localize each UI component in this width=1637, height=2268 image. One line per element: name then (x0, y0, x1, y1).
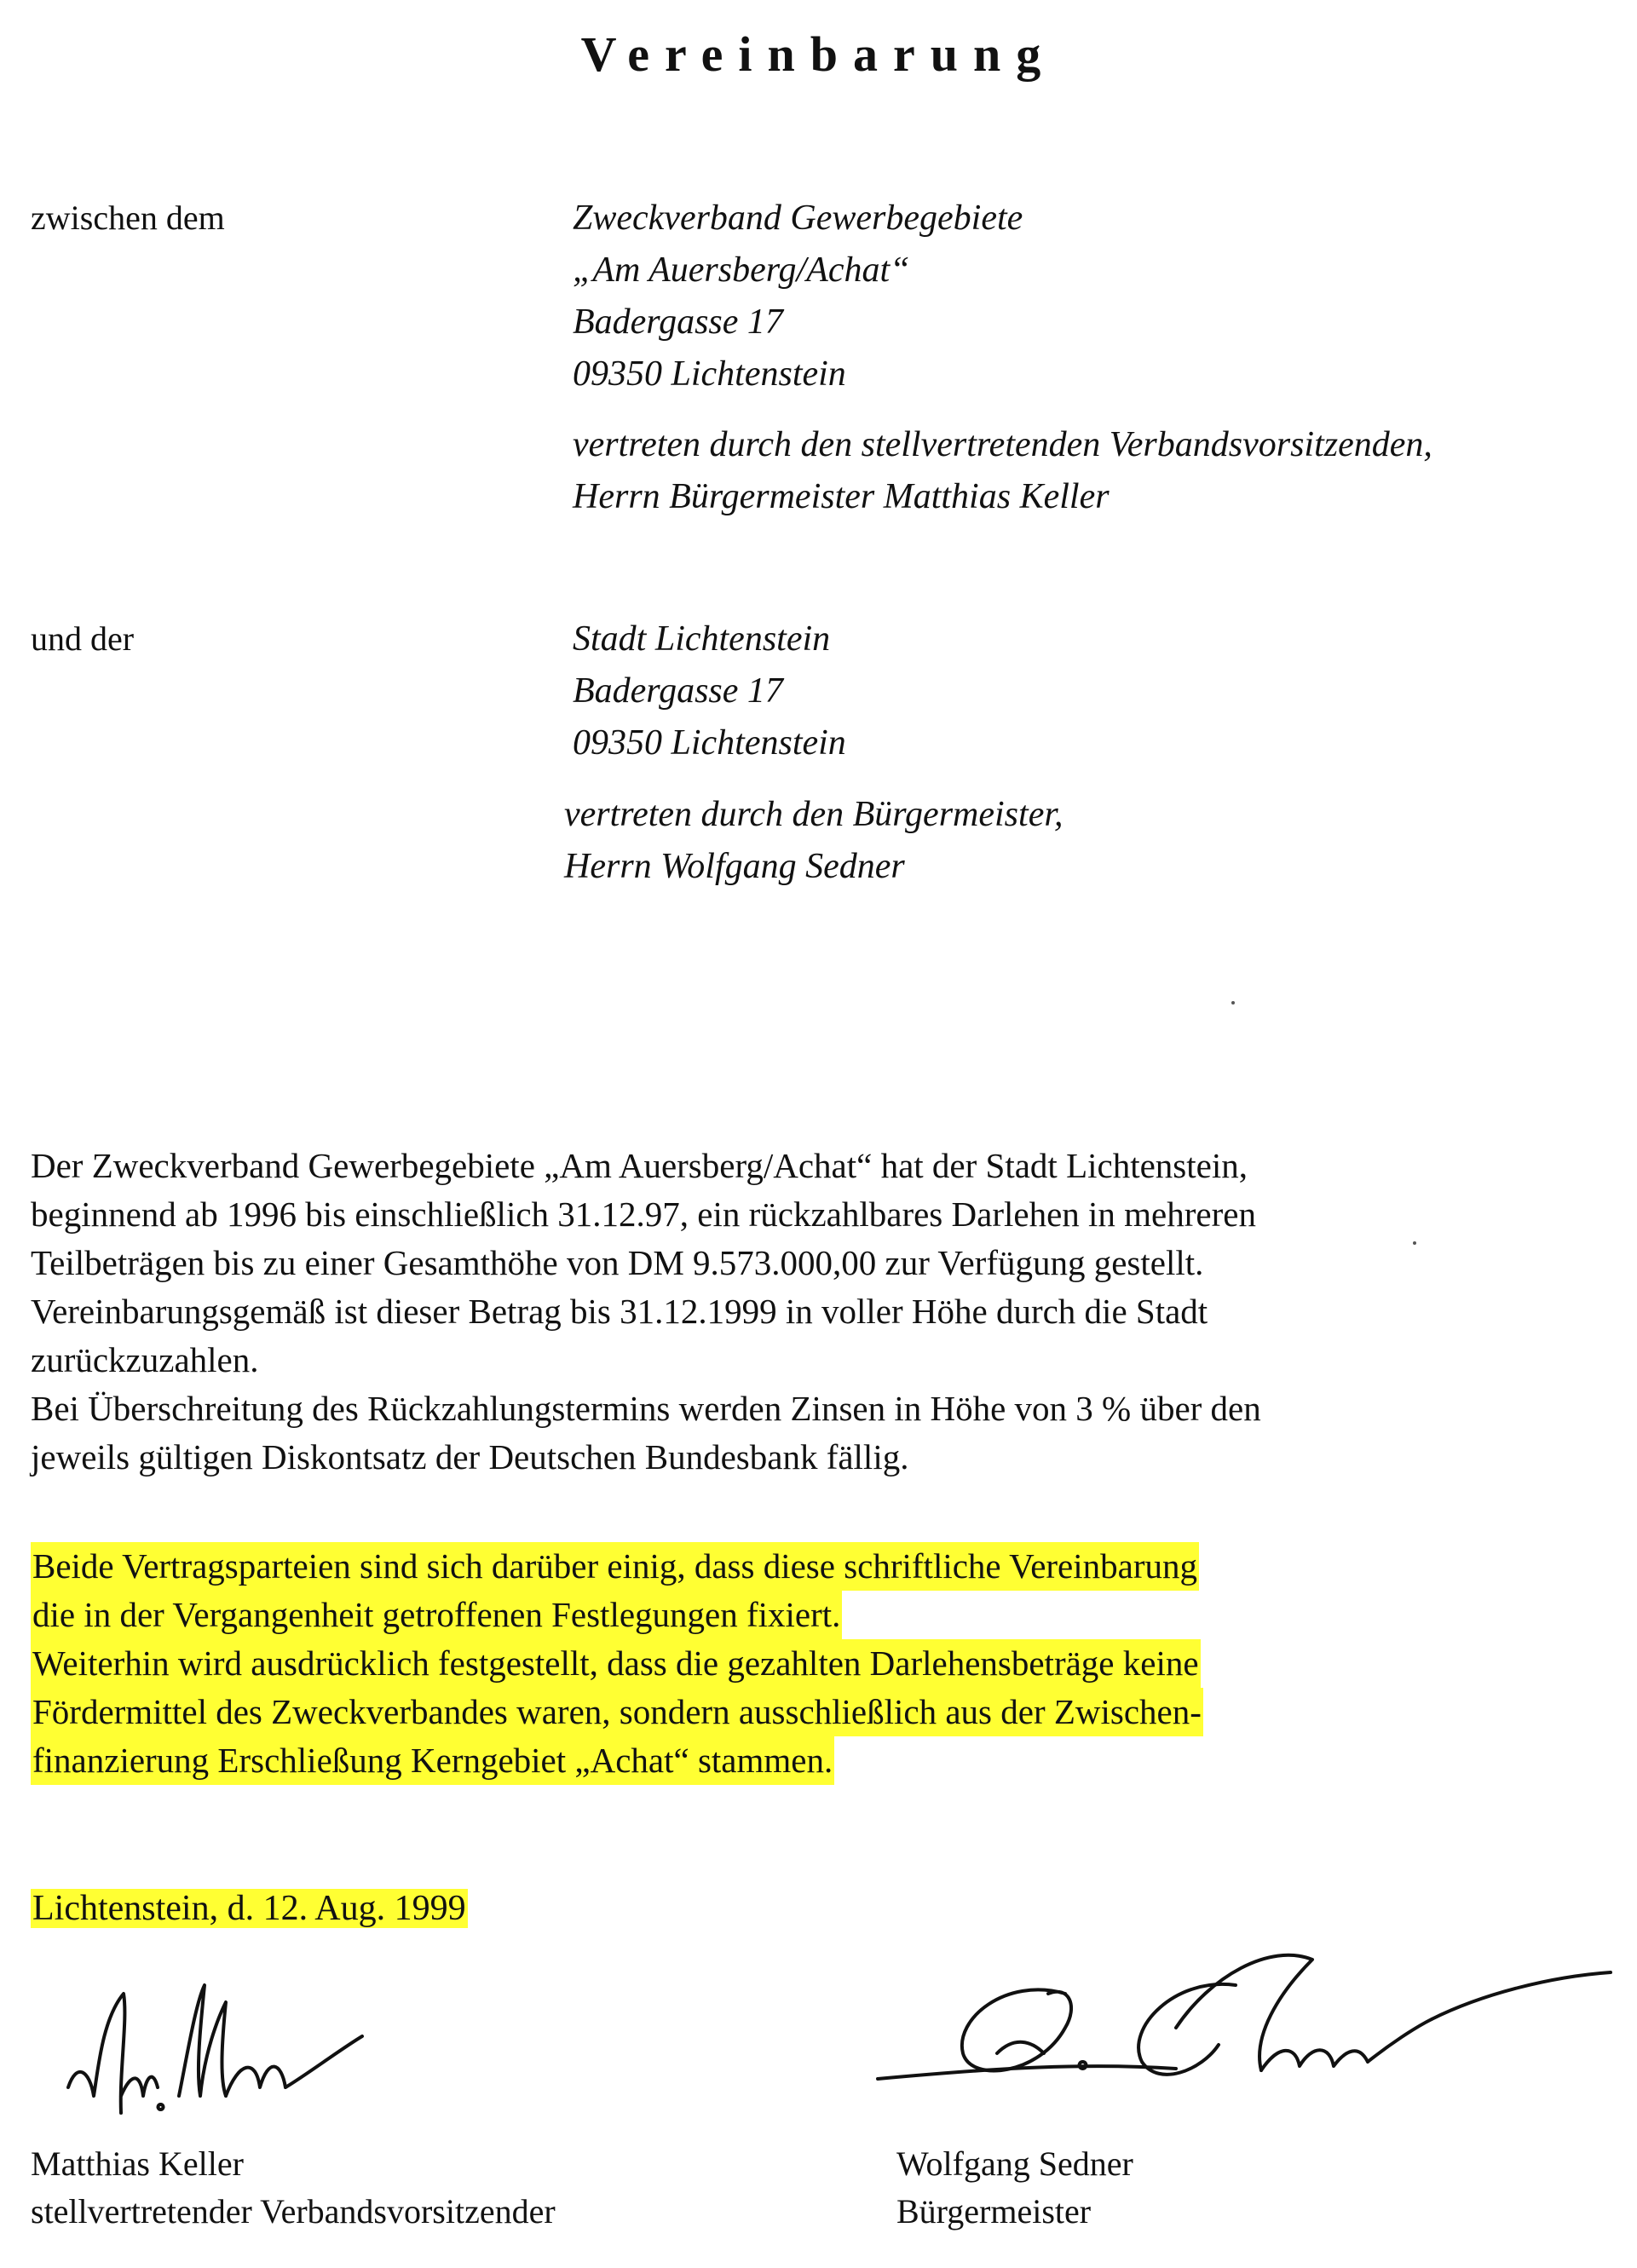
party2-rep-line: vertreten durch den Bürgermeister, (564, 795, 1063, 834)
signature-matthias-keller (51, 1968, 452, 2138)
signer2-role: Bürgermeister (896, 2192, 1092, 2231)
paragraph-line: Der Zweckverband Gewerbegebiete „Am Auersberg/Achat“ hat der Stadt Lichtenstein, (31, 1146, 1248, 1185)
signer2-block (896, 2140, 1133, 2236)
party2-name-line: 09350 Lichtenstein (573, 723, 846, 763)
signer2-name: Wolfgang Sedner (896, 2144, 1133, 2183)
paragraph-line: zurückzuzahlen. (31, 1340, 259, 1379)
signature-wolfgang-sedner (869, 1925, 1619, 2130)
paragraph-loan-terms (31, 1142, 1590, 1482)
party2-name-line: Badergasse 17 (573, 671, 783, 711)
highlighted-line: Fördermittel des Zweckverbandes waren, sondern ausschließlich aus der Zwischen- (31, 1688, 1203, 1736)
document-title: Vereinbarung (580, 26, 1057, 82)
party1-representative (573, 419, 1432, 523)
paragraph-line: Teilbeträgen bis zu einer Gesamthöhe von DM 9.573.000,00 zur Verfügung gestellt. (31, 1243, 1204, 1282)
signing-date (31, 1888, 468, 1929)
paragraph-line: Bei Überschreitung des Rückzahlungstermins werden Zinsen in Höhe von 3 % über den (31, 1389, 1261, 1428)
signer1-role: stellvertretender Verbandsvorsitzender (31, 2192, 556, 2231)
highlighted-line: Weiterhin wird ausdrücklich festgestellt, dass die gezahlten Darlehensbeträge keine (31, 1639, 1201, 1688)
party2-rep-line: Herrn Wolfgang Sedner (564, 847, 905, 886)
party1-name-line: Badergasse 17 (573, 302, 783, 342)
signer1-block (31, 2140, 556, 2236)
signer1-name: Matthias Keller (31, 2144, 244, 2183)
highlighted-line: finanzierung Erschließung Kerngebiet „Achat“ stammen. (31, 1736, 834, 1785)
party1-name-line: Zweckverband Gewerbegebiete (573, 199, 1023, 238)
party1-rep-line: vertreten durch den stellvertretenden Verbandsvorsitzenden, (573, 425, 1432, 464)
party2-address (573, 613, 846, 769)
paragraph-line: jeweils gültigen Diskontsatz der Deutschen Bundesbank fällig. (31, 1437, 909, 1477)
party1-name-line: „Am Auersberg/Achat“ (573, 250, 910, 290)
highlighted-line: die in der Vergangenheit getroffenen Festlegungen fixiert. (31, 1591, 842, 1639)
signing-date-text: Lichtenstein, d. 12. Aug. 1999 (32, 1889, 466, 1928)
party1-rep-line: Herrn Bürgermeister Matthias Keller (573, 477, 1110, 516)
highlighted-line: Beide Vertragsparteien sind sich darüber einig, dass diese schriftliche Vereinbarung (31, 1542, 1199, 1591)
party2-label: und der (31, 619, 135, 658)
party2-representative (564, 789, 1063, 893)
scan-speck (1231, 1001, 1235, 1004)
party1-name-line: 09350 Lichtenstein (573, 354, 846, 394)
paragraph-highlighted-agreement (31, 1542, 1590, 1785)
paragraph-line: Vereinbarungsgemäß ist dieser Betrag bis 31.12.1999 in voller Höhe durch die Stadt (31, 1292, 1208, 1331)
party2-name-line: Stadt Lichtenstein (573, 619, 831, 659)
party1-label: zwischen dem (31, 199, 225, 237)
paragraph-line: beginnend ab 1996 bis einschließlich 31.12.97, ein rückzahlbares Darlehen in mehreren (31, 1194, 1256, 1234)
party1-address (573, 193, 1023, 400)
